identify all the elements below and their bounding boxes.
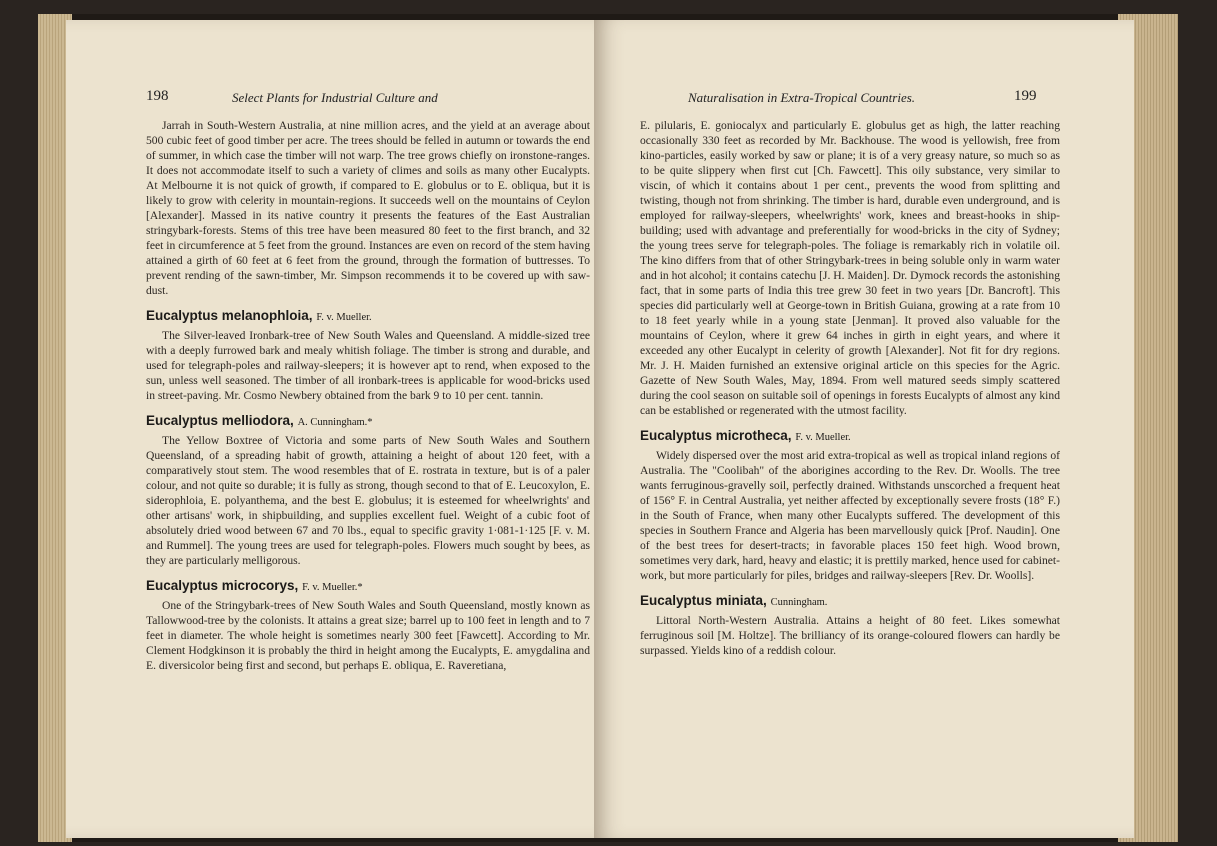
- left-intro-paragraph: Jarrah in South-Western Australia, at nine million acres, and the yield at an average about 500 cubic feet of good timber per acre. The trees should be felled in autumn or towards the end of summer, in which case the timber will not warp. The tree grows chiefly on ironstone-ranges. It does not accommodate itself to such a variety of climes and soils as many other Eucalypts. At Melbourne it is not quick of growth, if compared to E. globulus or to E. obliqua, but it is likely to grow with celerity in mountain-regions. It succeeds well on the mountains of Ceylon [Alexander]. Massed in its native country it presents the features of the East Australian stringybark-forests. Stems of this tree have been measured 80 feet to the first branch, and 32 feet in circumference at 5 feet from the ground. Instances are even on record of the stem having attained a girth of 60 feet at 6 feet from the ground, through the formation of buttresses. To prevent rending of the sawn-timber, Mr. Simpson recommends it to be covered up with saw-dust.: [146, 119, 590, 297]
- left-text-column: [146, 118, 590, 673]
- page-number-right: 199: [1014, 88, 1037, 104]
- right-intro-paragraph: E. pilularis, E. goniocalyx and particularly E. globulus get as high, the latter reaching occasionally 330 feet as recorded by Mr. Backhouse. The wood is yellowish, free from kino-particles, easily worked by saw or plane; it is of a very greasy nature, so much so as to be quite slippery when first cut [Ch. Fawcett]. This oily substance, very similar to viscin, of which it contains about 1 per cent., prevents the wood from splitting and twisting, though not from shrinking. The timber is hard, durable even underground, and is employed for railway-sleepers, wheelwrights' work, knees and breast-hooks in ship-building; used with advantage and preferentially for wood-bricks in the city of Sydney; the young trees serve for telegraph-poles. The foliage is remarkably rich in volatile oil. The kino differs from that of other Stringybark-trees in being soluble only in warm water and in hot alcohol; it contains catechu [J. H. Maiden]. Dr. Dymock records the astonishing fact, that in some parts of India this tree grew 30 feet in two years [Dr. Bancroft]. This species did particularly well at George-town in British Guiana, growing at a rate from 10 to 18 feet yearly while in a young state [Jenman]. It proved also valuable for the mountains of Ceylon, where it grew 64 inches in girth in eight years, and where it exceeded any other Eucalypt in celerity of growth [Alexander]. Not fit for dry regions. Mr. J. H. Maiden furnished an extensive original article on this species for the Agric. Gazette of New South Wales, May, 1894. From well matured seeds simply scattered during the cool season on suitable soil of openings in forests Eucalypts of almost any kind can be established or regenerated with the utmost facility.: [640, 119, 1060, 417]
- entry-author: A. Cunningham.*: [297, 417, 373, 428]
- entry-heading: [146, 413, 590, 430]
- entry-heading: [146, 578, 590, 595]
- entry-text: The Silver-leaved Ironbark-tree of New South Wales and Queensland. A middle-sized tree with a deeply furrowed bark and mealy whitish foliage. The timber is strong and durable, and used for telegraph-poles and railway-sleepers; it is however apt to rend, when exposed to the sun, unless well seasoned. The timber of all ironbark-trees is applicable for wood-bricks used in street-paving. Mr. Cosmo Newbery obtained from the bark 9 to 10 per cent. tannin.: [146, 329, 590, 402]
- running-head-right: Naturalisation in Extra-Tropical Countries.: [688, 90, 916, 105]
- right-page: [594, 20, 1134, 838]
- running-head-left: Select Plants for Industrial Culture and: [232, 90, 438, 105]
- right-text-column: [640, 118, 1060, 658]
- entry-author: Cunningham.: [770, 597, 828, 608]
- entry-heading: [640, 593, 1060, 610]
- entry-heading: [146, 308, 590, 325]
- entry-text: Widely dispersed over the most arid extra-tropical as well as tropical inland regions of Australia. The "Coolibah" of the aborigines according to the Rev. Dr. Woolls. The tree wants ferruginous-gravelly soil, perfectly drained. Withstands unscorched a frequent heat of 156° F. in Central Australia, yet neither affected by exceptionally severe frosts (18° F.) in the South of France, when many other Eucalypts suffered. The development of this species in Southern France and Algeria has been marvellously quick [Prof. Naudin]. One of the best trees for desert-tracts; in favorable places 150 feet high. Wood brown, sometimes very dark, hard, heavy and elastic; it is prettily marked, hence used for cabinet-work, but more particularly for piles, bridges and railway-sleepers [Rev. Dr. Woolls].: [640, 449, 1060, 582]
- entry-text: One of the Stringybark-trees of New South Wales and South Queensland, mostly known as Tallowwood-tree by the colonists. It attains a great size; barrel up to 100 feet in length and to 7 feet in diameter. The whole height is sometimes nearly 300 feet [Fawcett]. According to Mr. Clement Hodgkinson it is probably the third in height among the Eucalypts, E. amygdalina and E. diversicolor being first and second, but perhaps E. obliqua, E. Raveretiana,: [146, 599, 590, 672]
- entry-name: Eucalyptus melliodora,: [146, 413, 294, 428]
- book-spread: [38, 14, 1178, 842]
- left-page: [66, 20, 624, 838]
- entry-name: Eucalyptus microtheca,: [640, 428, 792, 443]
- page-number-left: 198: [146, 88, 169, 104]
- entry-name: Eucalyptus miniata,: [640, 593, 767, 608]
- entry-author: F. v. Mueller.: [316, 312, 372, 323]
- entry-author: F. v. Mueller.: [795, 432, 851, 443]
- entry-heading: [640, 428, 1060, 445]
- entry-author: F. v. Mueller.*: [302, 582, 363, 593]
- entry-text: Littoral North-Western Australia. Attains a height of 80 feet. Likes somewhat ferruginous soil [M. Holtze]. The brilliancy of its orange-coloured flowers can hardly be surpassed. Yields kino of a reddish colour.: [640, 614, 1060, 657]
- entry-name: Eucalyptus melanophloia,: [146, 308, 313, 323]
- entry-name: Eucalyptus microcorys,: [146, 578, 299, 593]
- entry-text: The Yellow Boxtree of Victoria and some parts of New South Wales and Southern Queensland, of a spreading habit of growth, attaining a height of about 120 feet, with a comparatively stout stem. The wood resembles that of E. rostrata in texture, but is of a paler colour, and not quite so durable; it is fully as strong, though second to that of E. Leucoxylon, E. siderophloia, E. polyanthema, and the best E. globulus; it is esteemed for wheelwrights' and other artisans' work, in shipbuilding, and supplies excellent fuel. Weight of a cubic foot of absolutely dried wood between 67 and 70 lbs., equal to specific gravity 1·081-1·125 [F. v. M. and Rummel]. The young trees are used for telegraph-poles. Flowers much sought by bees, as they are particularly melligorous.: [146, 434, 590, 567]
